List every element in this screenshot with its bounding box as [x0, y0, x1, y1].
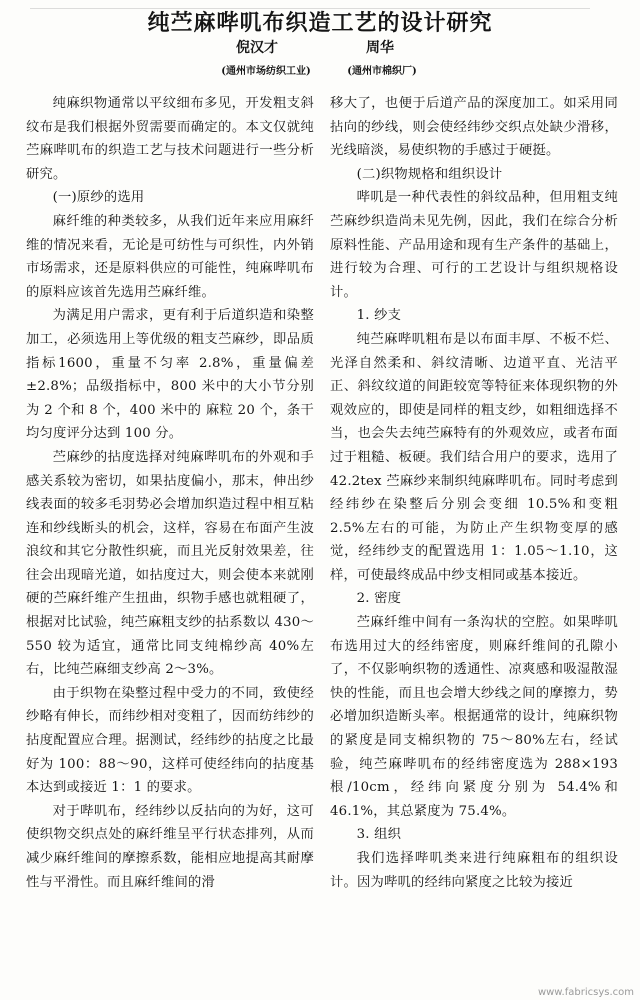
author-affiliation: (通州市场纺织工业)	[221, 66, 311, 77]
author-name: 周华	[366, 40, 394, 56]
author-affiliation: (通州市棉织厂)	[347, 66, 417, 77]
paragraph: 纯麻织物通常以平纹细布多见，开发粗支斜纹布是我们根据外贸需要而确定的。本文仅就纯苎麻哔叽布的织造工艺与技术问题进行一些分析研究。	[26, 96, 314, 182]
paragraph: 苎麻纱的拈度选择对纯麻哔叽布的外观和手感关系较为密切，如果拈度偏小，那末，伸出纱线表面的较多毛羽势必会增加织造过程中相互粘连和纱线断头的机会，这样，容易在布面产生波浪纹和其它分散性织疵，而且光反射效果差，往往会出现暗光道，如拈度过大，则会使本来就刚硬的苎麻纤维产生扭曲，织物手感也就粗硬了，根据对比试验，纯苎麻粗支纱的拈系数以 430～550 较为适宜，通常比同支纯棉纱高 40%左右，比纯苎麻细支纱高 2～3%。	[26, 449, 314, 678]
paragraph: 为满足用户需求，更有利于后道织造和染整加工，必须选用上等优级的粗支苎麻纱，即品质指标1600，重量不匀率 2.8%，重量偏差±2.8%；品级指标中，800 米中的大小节分别为 2 个和 8 个，400 米中的 麻粒 20 个，条干均匀度评分达到 100 分。	[26, 308, 314, 442]
paragraph: 我们选择哔叽类来进行纯麻粗布的组织设计。因为哔叽的经纬向紧度之比较为接近	[330, 851, 618, 890]
section-heading: 1. 纱支	[356, 308, 402, 324]
paragraph: 对于哔叽布，经纬纱以反拈向的为好，这可使织物交织点处的麻纤维呈平行状态排列，从而减少麻纤维间的摩擦系数，能相应地提高其耐摩性与平滑性。而且麻纤维间的滑	[26, 803, 314, 890]
section-heading: (二)织物规格和组织设计	[356, 166, 503, 182]
paragraph: 哔叽是一种代表性的斜纹品种，但用粗支纯苎麻纱织造尚未见先例，因此，我们在综合分析原料性能、产品用途和现有生产条件的基础上，进行较为合理、可行的工艺设计与组织规格设计。	[330, 190, 618, 300]
section-heading: 3. 组织	[356, 827, 402, 843]
section-heading: (一)原纱的选用	[52, 190, 145, 206]
paragraph: 由于织物在染整过程中受力的不同，致使经纱略有伸长，而纬纱相对变粗了，因而纺纬纱的拈度配置应合理。据测试，经纬纱的拈度之比最好为 100：88～90，这样可使经纬向的拈度基本达到或接近 1：1 的要求。	[26, 685, 314, 796]
watermark: www.fabricsys.com	[537, 987, 634, 998]
paragraph: 纯苎麻哔叽粗布是以布面丰厚、不板不烂、光泽自然柔和、斜纹清晰、边道平直、光洁平正、斜纹纹道的间距较宽等特征来体现织物的外观效应的，即使是同样的粗支纱，如粗细选择不当，也会失去纯苎麻特有的外观效应，或者布面过于粗糙、板硬。我们结合用户的要求，选用了 42.2tex 苎麻纱来制织纯麻哔叽布。同时考虑到经纬纱在染整后分别会变细 10.5%和变粗 2.5%左右的可能，为防止产生织物变厚的感觉，经纬纱支的配置选用 1：1.05～1.10，这样，可使最终成品中纱支相同或基本接近。	[330, 331, 618, 583]
section-heading: 2. 密度	[356, 591, 402, 607]
paragraph: 麻纤维的种类较多，从我们近年来应用麻纤维的情况来看，无论是可纺性与可织性，内外销市场需求，还是原料供应的可能性，纯麻哔叽布的原料应该首先选用苎麻纤维。	[26, 213, 314, 300]
paragraph: 苎麻纤维中间有一条沟状的空腔。如果哔叽布选用过大的经纬密度，则麻纤维间的孔隙小了，不仅影响织物的透通性、凉爽感和吸湿散湿快的性能，而且也会增大纱线之间的摩擦力，势必增加织造断头率。根据通常的设计，纯麻织物的紧度是同支棉织物的 75～80%左右，经试验，纯苎麻哔叽布的经纬密度选为 288×193 根/10cm，经纬向紧度分别为 54.4%和 46.1%，其总紧度为 75.4%。	[330, 615, 618, 819]
author-name: 倪汉才	[236, 40, 278, 56]
paragraph-continued: 移大了，也便于后道产品的深度加工。如采用同拈向的纱线，则会使经纬纱交织点处缺少滑移，光线暗淡，易使织物的手感过于硬挺。	[330, 96, 618, 159]
left-text-column	[26, 92, 314, 894]
paper-title: 纯苎麻哔叽布织造工艺的设计研究	[147, 10, 493, 36]
right-text-column	[330, 92, 618, 894]
